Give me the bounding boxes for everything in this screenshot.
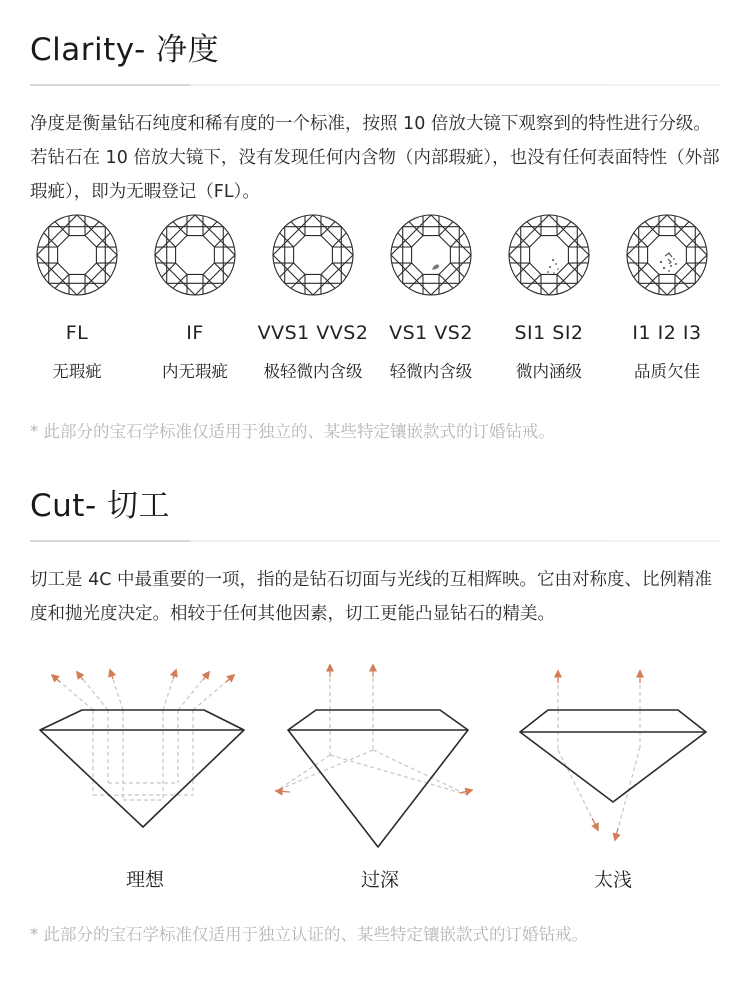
grade-label: 极轻微内含级 xyxy=(263,362,363,381)
clarity-note: * 此部分的宝石学标准仅适用于独立的、某些特定镶嵌款式的订婚钻戒。 xyxy=(30,422,555,441)
clarity-grade-if xyxy=(136,212,254,382)
clarity-divider xyxy=(30,84,720,86)
grade-code: SI1 SI2 xyxy=(514,322,584,344)
cut-divider xyxy=(30,540,720,542)
grade-label: 品质欠佳 xyxy=(634,362,700,381)
cut-note: * 此部分的宝石学标准仅适用于独立认证的、某些特定镶嵌款式的订婚钻戒。 xyxy=(30,925,588,944)
cut-diagrams xyxy=(0,655,750,905)
clarity-grade-fl xyxy=(18,212,136,382)
cut-label: 过深 xyxy=(360,869,399,891)
clarity-grade-i xyxy=(608,212,726,382)
clarity-grade-si xyxy=(490,212,608,382)
ideal-cut-diagram-icon xyxy=(30,655,260,855)
cut-ideal xyxy=(30,655,260,905)
clarity-title: Clarity- 净度 xyxy=(30,32,220,68)
diamond-inclusions-icon xyxy=(624,212,710,298)
grade-label: 微内涵级 xyxy=(516,362,582,381)
grade-code: VVS1 VVS2 xyxy=(257,322,369,344)
diamond-clear-icon xyxy=(270,212,356,298)
cut-description: 切工是 4C 中最重要的一项，指的是钻石切面与光线的互相辉映。它由对称度、比例精准度和抛光度决定。相较于任何其他因素，切工更能凸显钻石的精美。 xyxy=(30,570,712,624)
clarity-grades xyxy=(18,212,726,382)
grade-label: 内无瑕疵 xyxy=(162,362,228,381)
diamond-clear-icon xyxy=(34,212,120,298)
grade-code: FL xyxy=(65,322,89,344)
diamond-clear-icon xyxy=(152,212,238,298)
grade-code: VS1 VS2 xyxy=(389,322,473,344)
cut-label: 太浅 xyxy=(593,869,632,891)
clarity-description: 净度是衡量钻石纯度和稀有度的一个标准，按照 10 倍放大镜下观察到的特性进行分级。若钻石在 10 倍放大镜下，没有发现任何内含物（内部瑕疵），也没有任何表面特性（外部瑕疵），即为无暇登记（FL）。 xyxy=(30,114,720,202)
cut-title: Cut- 切工 xyxy=(30,488,170,524)
grade-code: I1 I2 I3 xyxy=(632,322,702,344)
diamond-speck-icon xyxy=(388,212,474,298)
cut-label: 理想 xyxy=(125,869,164,891)
deep-cut-diagram-icon xyxy=(268,655,488,855)
clarity-grade-vs xyxy=(372,212,490,382)
diamond-spots-icon xyxy=(506,212,592,298)
cut-shallow xyxy=(510,655,720,905)
shallow-cut-diagram-icon xyxy=(510,655,720,855)
grade-code: IF xyxy=(186,322,204,344)
grade-label: 轻微内含级 xyxy=(389,362,473,381)
grade-label: 无瑕疵 xyxy=(52,362,102,381)
clarity-grade-vvs xyxy=(254,212,372,382)
cut-deep xyxy=(268,655,488,905)
